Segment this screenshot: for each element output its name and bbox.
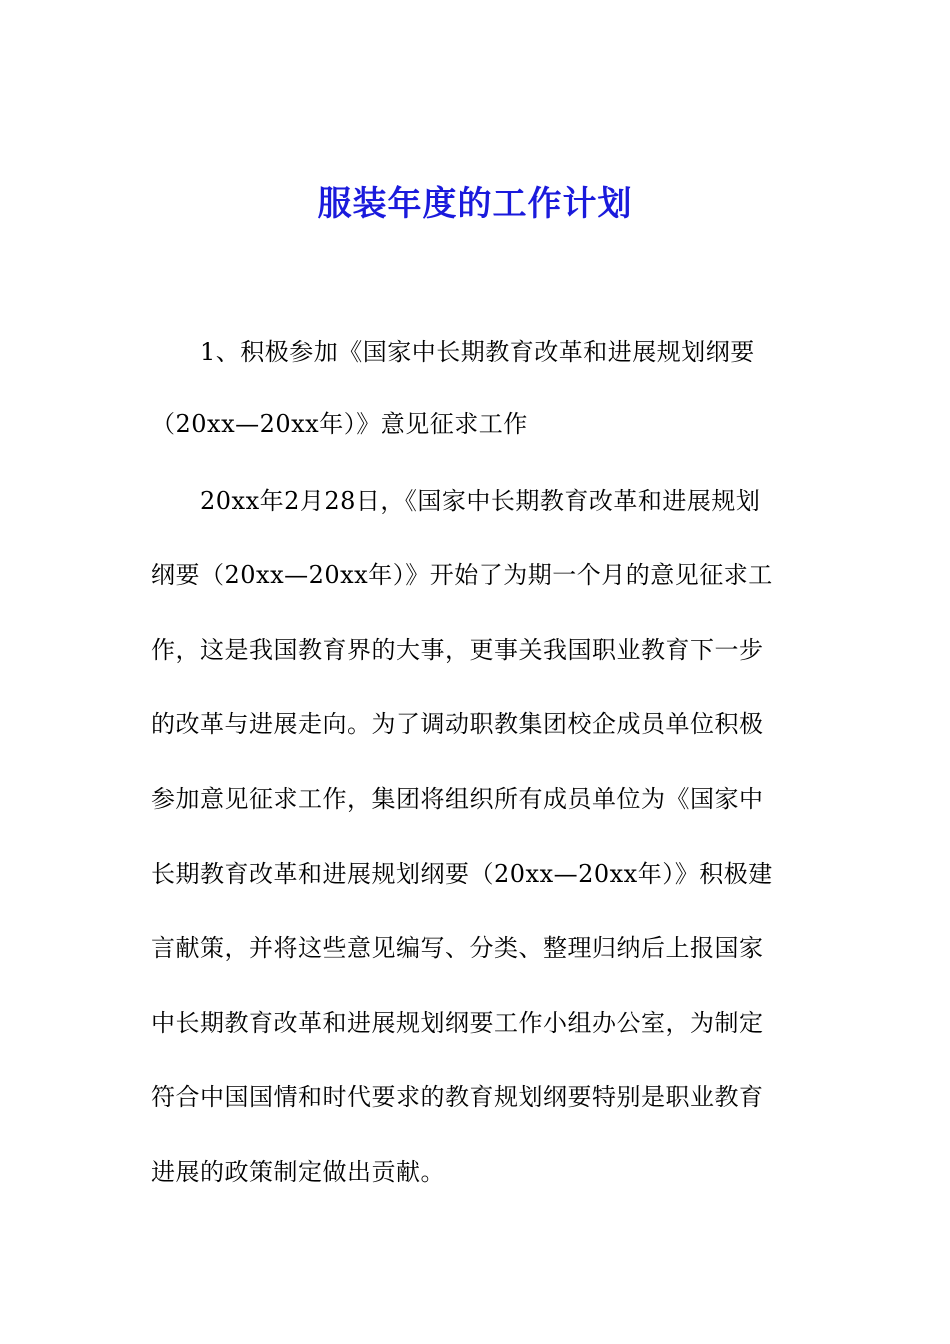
heading-line-2: （20xx—20xx年）》意见征求工作 [151, 410, 528, 438]
paragraph-line-6: 长期教育改革和进展规划纲要（20xx—20xx年）》积极建 [151, 860, 773, 888]
paragraph-line-3: 作，这是我国教育界的大事，更事关我国职业教育下一步 [151, 636, 764, 664]
paragraph-line-4: 的改革与进展走向。为了调动职教集团校企成员单位积极 [151, 710, 764, 738]
paragraph-line-7: 言献策，并将这些意见编写、分类、整理归纳后上报国家 [151, 934, 764, 962]
document-title: 服装年度的工作计划 [317, 184, 633, 224]
paragraph-line-10: 进展的政策制定做出贡献。 [151, 1158, 445, 1186]
paragraph-line-5: 参加意见征求工作，集团将组织所有成员单位为《国家中 [151, 785, 764, 813]
paragraph-line-2: 纲要（20xx—20xx年）》开始了为期一个月的意见征求工 [151, 561, 773, 589]
paragraph-line-9: 符合中国国情和时代要求的教育规划纲要特别是职业教育 [151, 1083, 764, 1111]
paragraph-line-1: 20xx年2月28日，《国家中长期教育改革和进展规划 [200, 487, 761, 515]
heading-line-1: 1、积极参加《国家中长期教育改革和进展规划纲要 [200, 338, 755, 366]
paragraph-line-8: 中长期教育改革和进展规划纲要工作小组办公室，为制定 [151, 1009, 764, 1037]
